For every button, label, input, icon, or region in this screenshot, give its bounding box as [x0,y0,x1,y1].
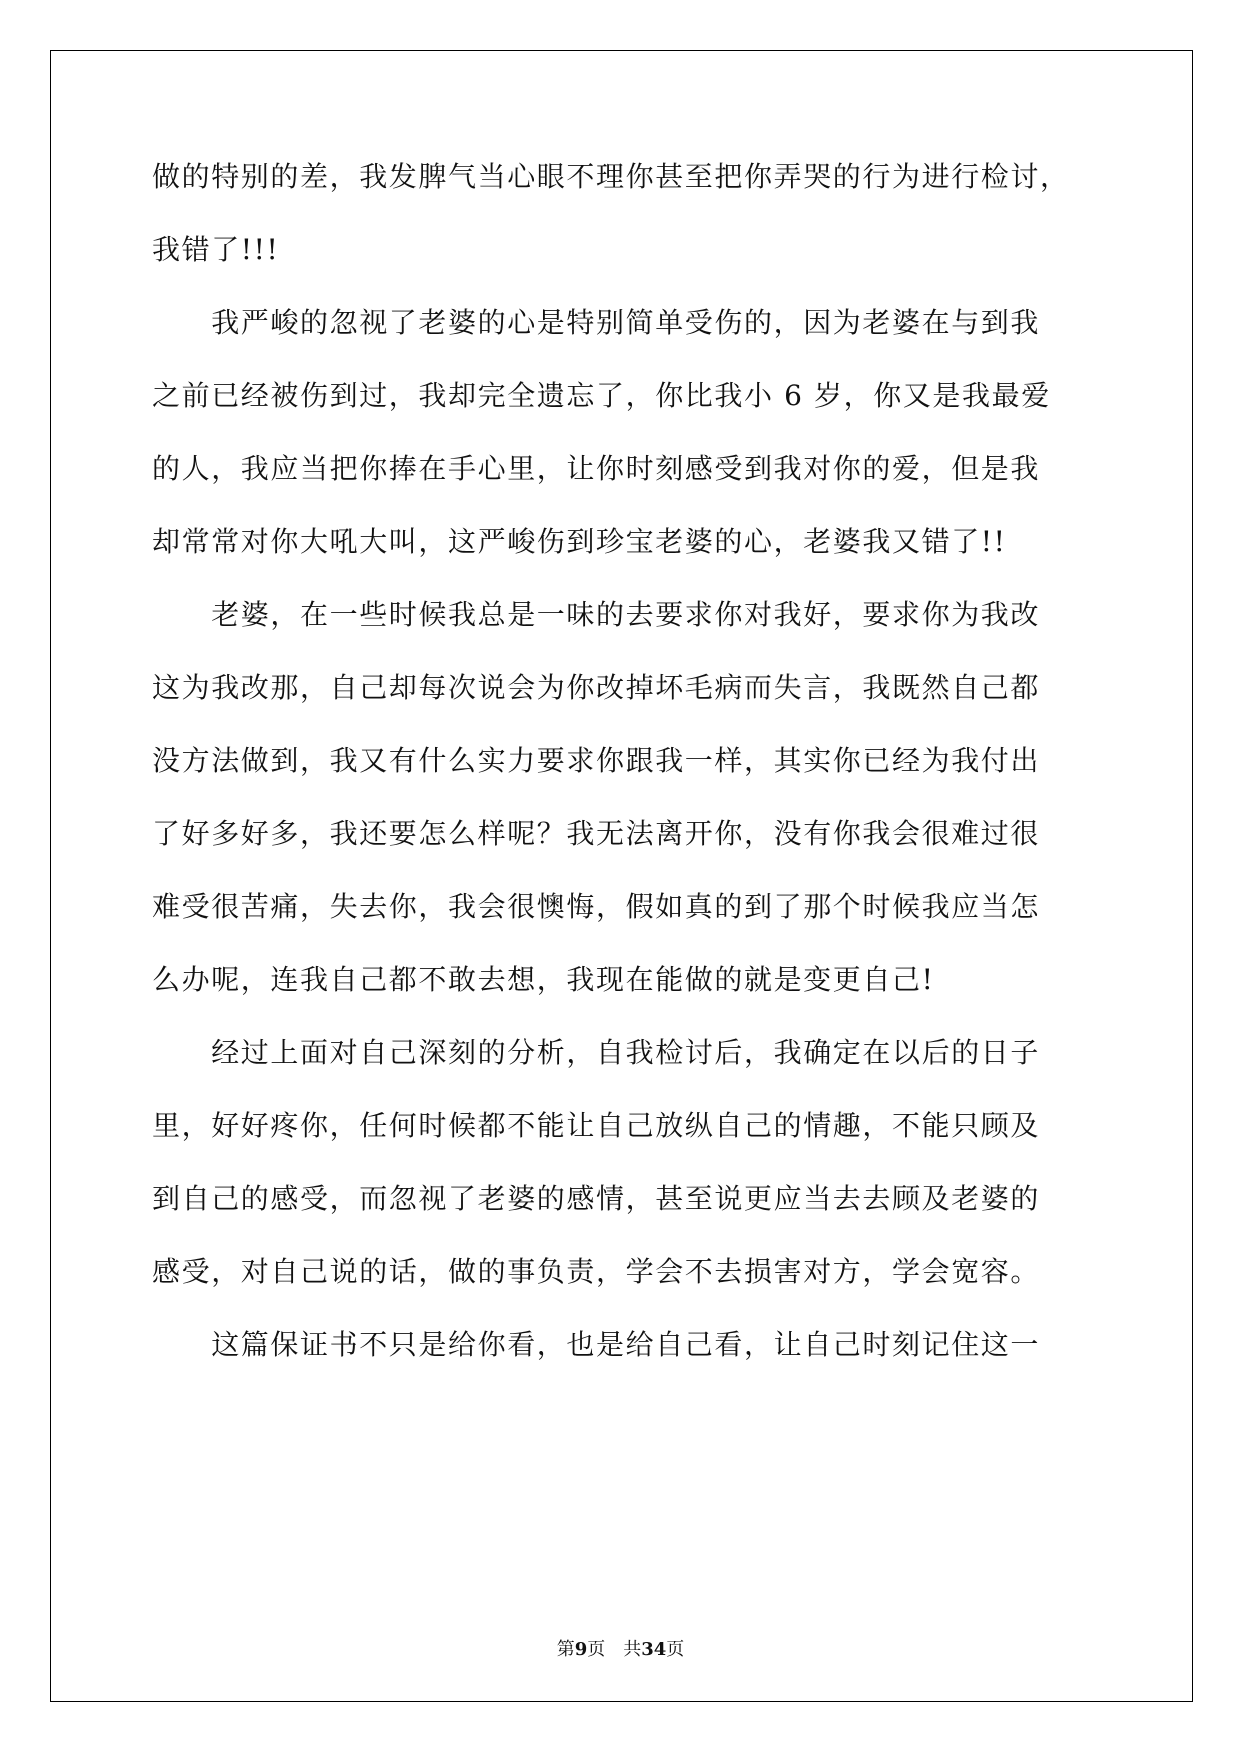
page-prefix: 第 [556,1639,575,1660]
text-line: 我严峻的忽视了老婆的心是特别简单受伤的，因为老婆在与到我 [152,306,1041,339]
text-line: 的人，我应当把你捧在手心里，让你时刻感受到我对你的爱，但是我 [152,452,1041,485]
text-line: 却常常对你大吼大叫，这严峻伤到珍宝老婆的心，老婆我又错了!! [152,525,1007,558]
text-line: 到自己的感受，而忽视了老婆的感情，甚至说更应当去去顾及老婆的 [152,1182,1041,1215]
text-line: 做的特别的差，我发脾气当心眼不理你甚至把你弄哭的行为进行检讨， [152,160,1070,193]
text-line: 感受，对自己说的话，做的事负责，学会不去损害对方，学会宽容。 [152,1255,1041,1288]
text-line: 经过上面对自己深刻的分析，自我检讨后，我确定在以后的日子 [152,1036,1041,1069]
page-border [50,50,1193,1702]
text-line: 这为我改那，自己却每次说会为你改掉坏毛病而失言，我既然自己都 [152,671,1041,704]
text-line: 我错了!!! [152,233,280,266]
text-line: 么办呢，连我自己都不敢去想，我现在能做的就是变更自己! [152,963,935,996]
page-number: 9 [574,1639,588,1660]
text-line: 老婆，在一些时候我总是一味的去要求你对我好，要求你为我改 [152,598,1041,631]
total-pages: 34 [641,1639,667,1660]
text-line: 之前已经被伤到过，我却完全遗忘了，你比我小 6 岁，你又是我最爱 [152,379,1051,412]
text-line: 没方法做到，我又有什么实力要求你跟我一样，其实你已经为我付出 [152,744,1041,777]
total-prefix: 共 [623,1639,642,1660]
text-line: 了好多好多，我还要怎么样呢？我无法离开你，没有你我会很难过很 [152,817,1041,850]
text-line: 这篇保证书不只是给你看，也是给自己看，让自己时刻记住这一 [152,1328,1041,1361]
page-suffix: 页 [587,1639,606,1660]
total-suffix: 页 [666,1639,685,1660]
text-line: 难受很苦痛，失去你，我会很懊悔，假如真的到了那个时候我应当怎 [152,890,1041,923]
page-footer [0,1638,1241,1662]
text-line: 里，好好疼你，任何时候都不能让自己放纵自己的情趣，不能只顾及 [152,1109,1041,1142]
